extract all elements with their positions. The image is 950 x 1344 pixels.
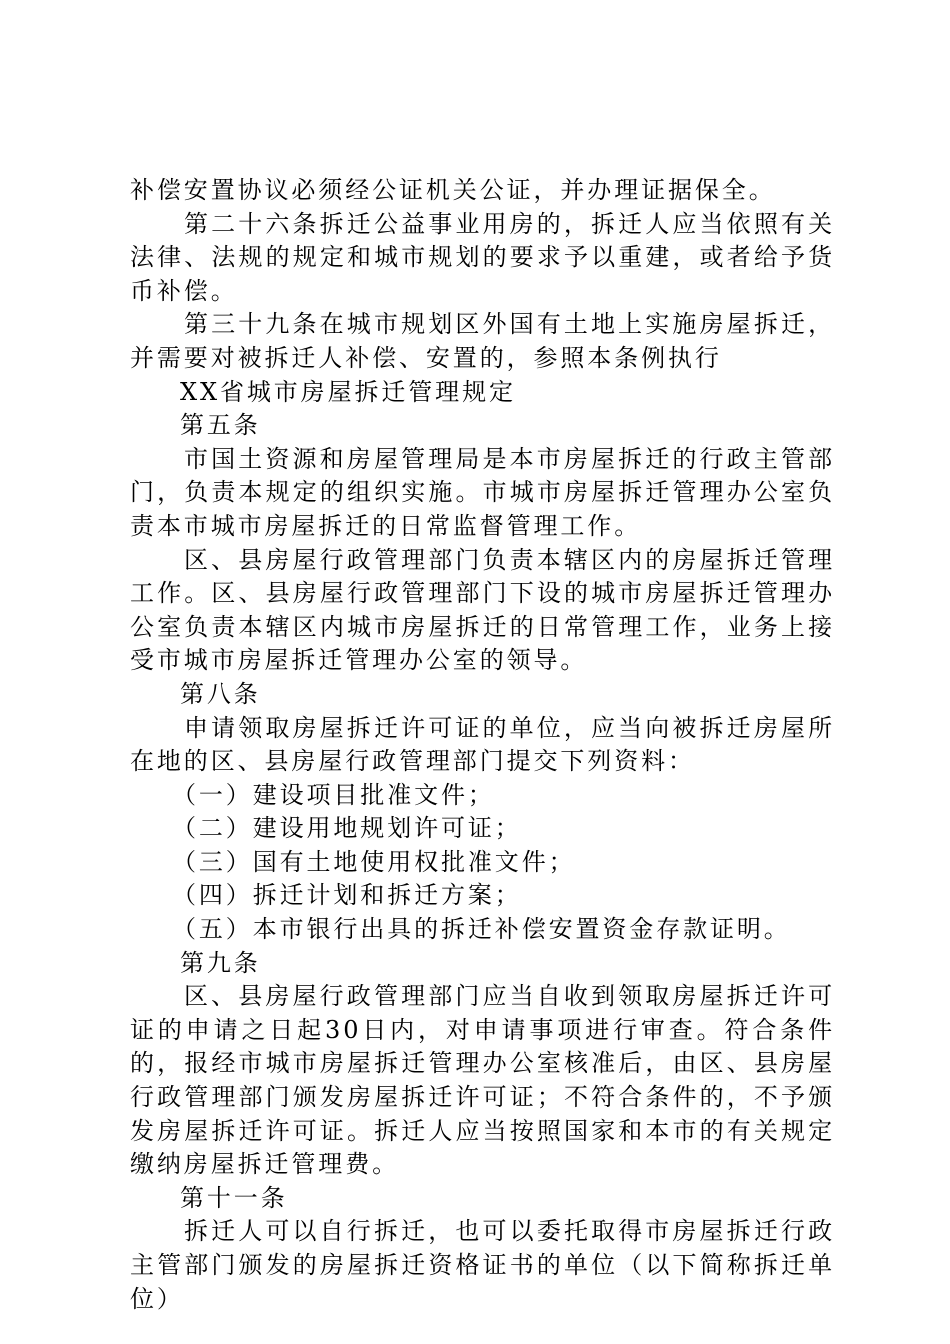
- article-8-item-2: （二）建设用地规划许可证；: [172, 814, 522, 843]
- article-5-heading: 第五条: [180, 411, 261, 440]
- article-9-paragraph: 区、县房屋行政管理部门应当自收到领取房屋拆迁许可证的申请之日起30日内，对申请事项进行审查。符合条件的，报经市城市房屋拆迁管理办公室核准后，由区、县房屋行政管理部门颁发房屋拆迁许可证；不符合条件的，不予颁发房屋拆迁许可证。拆迁人应当按照国家和本市的有关规定缴纳房屋拆迁管理费。: [130, 982, 835, 1179]
- article-5-paragraph-1: 市国土资源和房屋管理局是本市房屋拆迁的行政主管部门，负责本规定的组织实施。市城市房屋拆迁管理办公室负责本市城市房屋拆迁的日常监督管理工作。: [130, 444, 835, 540]
- article-9-heading: 第九条: [180, 948, 261, 977]
- article-11-paragraph: 拆迁人可以自行拆迁，也可以委托取得市房屋拆迁行政主管部门颁发的房屋拆迁资格证书的单位（以下简称拆迁单位）: [130, 1217, 835, 1313]
- article-11-heading: 第十一条: [180, 1183, 288, 1212]
- article-8-paragraph: 申请领取房屋拆迁许可证的单位，应当向被拆迁房屋所在地的区、县房屋行政管理部门提交下列资料：: [130, 713, 835, 776]
- article-8-item-5: （五）本市银行出具的拆迁补偿安置资金存款证明。: [172, 915, 791, 944]
- document-body: [130, 174, 835, 1316]
- article-8-item-1: （一）建设项目批准文件；: [172, 780, 495, 809]
- article-5-paragraph-2: 区、县房屋行政管理部门负责本辖区内的房屋拆迁管理工作。区、县房屋行政管理部门下设的城市房屋拆迁管理办公室负责本辖区内城市房屋拆迁的日常管理工作，业务上接受市城市房屋拆迁管理办公室的领导。: [130, 545, 835, 675]
- article-8-item-3: （三）国有土地使用权批准文件；: [172, 847, 576, 876]
- article-8-heading: 第八条: [180, 679, 261, 708]
- regulation-title: XX省城市房屋拆迁管理规定: [180, 377, 516, 406]
- article-8-item-4: （四）拆迁计划和拆迁方案；: [172, 881, 522, 910]
- article-39-paragraph: 第三十九条在城市规划区外国有土地上实施房屋拆迁，并需要对被拆迁人补偿、安置的，参照本条例执行: [130, 310, 835, 372]
- paragraph-continuation: 补偿安置协议必须经公证机关公证，并办理证据保全。: [130, 176, 776, 204]
- article-26-paragraph: 第二十六条拆迁公益事业用房的，拆迁人应当依照有关法律、法规的规定和城市规划的要求予以重建，或者给予货币补偿。: [130, 209, 835, 305]
